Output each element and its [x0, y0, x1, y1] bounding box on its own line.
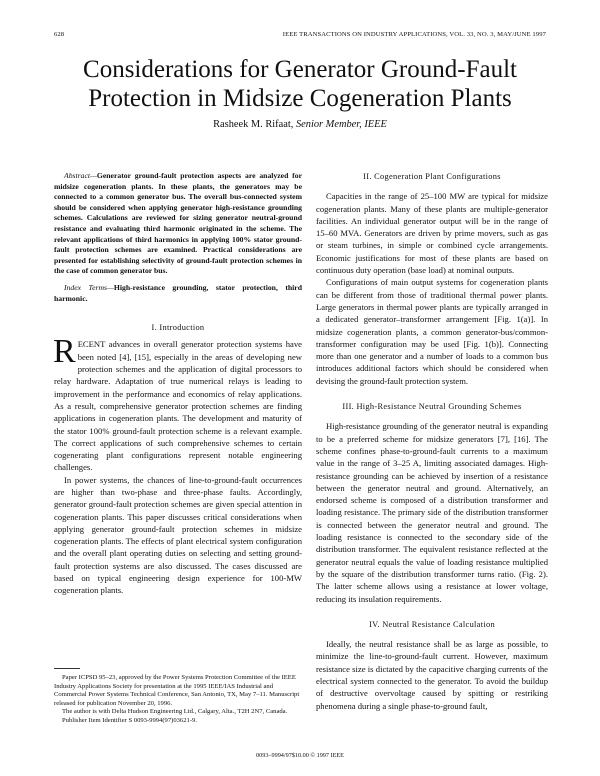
- section-4-paragraph-1: Ideally, the neutral resistance shall be as large as possible, to minimize the line-to-ground-fault current. However, maximum resistance size is dictated by the capacitive charging currents of the electrical system connected to the generator. To avoid the buildup of destructive overvoltage caused by spitting or restriking phenomena during a single phase-to-ground fault,: [316, 639, 548, 711]
- footnote-rule: [54, 668, 80, 669]
- author-name: Rasheek M. Rifaat,: [213, 119, 294, 130]
- index-terms-label: Index Terms—: [64, 282, 114, 292]
- abstract: [54, 171, 302, 277]
- section-1-text-1: ECENT advances in overall generator protection systems have been noted [4], [15], especially in the areas of developing new protection schemes and the application of digital processors to relay hardware. Adaptation of true numerical relays is leading to improvement in the performance and economics of relay applications. As a result, comprehensive generator protection schemes are finding applications in cogeneration plants. The development and maturity of the stator 100% ground-fault protection scheme is a relevant example. The correct applications of such comprehensive schemes to certain cogenerating plant configurations represent notable engineering challenges.: [54, 339, 302, 473]
- paper-title: [0, 55, 600, 113]
- left-column: [54, 171, 302, 597]
- section-3-heading: III. High-Resistance Neutral Grounding Schemes: [342, 402, 522, 412]
- section-1-heading: I. Introduction: [151, 323, 205, 333]
- abstract-label: Abstract—: [64, 171, 97, 180]
- section-1-paragraph-1: [53, 333, 302, 473]
- section-2-heading: II. Cogeneration Plant Configurations: [363, 172, 501, 181]
- section-3-paragraph-1: High-resistance grounding of the generator neutral is expanding to be a preferred scheme for midsize generators [7], [16]. The scheme confines phase-to-ground-fault currents to a maximum value in the range of 3–25 A, limiting associated damages. High-resistance grounding can be achieved by insertion of a resistance between the generator neutral and ground. Alternatively, an endorsed scheme is composed of a distribution transformer and loading resistance. The primary side of the distribution transformer is connected between the generator neutral and ground. The loading resistance is connected to the secondary side of the distribution transformer. The equivalent resistance reflected at the generator neutral equals the value of loading resistance multiplied by the square of the distribution transformer turns ratio. (Fig. 2). The latter scheme allows using a resistance at lower voltage, reducing its insulation requirements.: [316, 421, 548, 604]
- abstract-text: Generator ground-fault protection aspects are analyzed for midsize cogeneration plants. In these plants, the generators may be connected to a common generator bus. The overall bus-connected system should be considered when applying generator high-resistance grounding schemes. Calculations are reviewed for sizing generator neutral-ground resistance and evaluating third harmonic originated in the scheme. The relevant applications of third harmonics in applying 100% stator ground-fault protection schemes are examined. Practical considerations are presented for establishing selectivity of ground-fault protection schemes in the case of common generator bus.: [54, 171, 302, 276]
- footnote-2: The author is with Delta Hudson Engineering Ltd., Calgary, Alta., T2H 2N7, Canada.: [62, 708, 288, 716]
- section-2-paragraph-2: Configurations of main output systems for cogeneration plants can be different from those of traditional thermal power plants. Large generators in thermal power plants are typically arranged in a dedicated generator–transformer arrangement [Fig. 1(a)]. In midsize cogeneration plants, a common generator-bus/common-transformer configuration may be used [Fig. 1(b)]. Connecting more than one generator and a number of loads to a common bus introduces additional factors which should be considered when devising the ground-fault protection system.: [316, 277, 548, 386]
- section-1-paragraph-2: In power systems, the chances of line-to-ground-fault occurrences are higher than two-phase and three-phase faults. Accordingly, generator ground-fault protection schemes are given special attention in cogeneration plants. This paper discusses critical considerations when applying generator ground-fault protection schemes in midsize cogeneration plants. The effects of plant electrical system configuration and the overall plant operating duties on selecting and setting ground-fault protection systems are also discussed. The cases discussed are based on typical engineering design experience for 100-MW cogeneration plants.: [54, 474, 302, 596]
- index-terms: [54, 283, 302, 304]
- page-number: 628: [54, 31, 65, 38]
- journal-header: IEEE TRANSACTIONS ON INDUSTRY APPLICATIONS, VOL. 33, NO. 3, MAY/JUNE 1997: [282, 31, 546, 38]
- drop-cap: R: [53, 333, 76, 371]
- author-line: [0, 119, 600, 130]
- section-4-heading: IV. Neutral Resistance Calculation: [369, 619, 495, 629]
- footnotes: [54, 674, 302, 726]
- copyright-footer: 0093–9994/97$10.00 © 1997 IEEE: [256, 752, 344, 759]
- title-line-1: Considerations for Generator Ground-Fault: [83, 56, 517, 83]
- index-terms-text: High-resistance grounding, stator protection, third harmonic.: [54, 282, 302, 303]
- footnote-1: Paper ICPSD 95–23, approved by the Power Systems Protection Committee of the IEEE Industry Applications Society for presentation at the 1995 IEEE/IAS Industrial and Commercial Power Systems Technical Conference, San Antonio, TX, May 7–11. Manuscript released for publication November 20, 1996.: [54, 674, 300, 707]
- author-role: Senior Member, IEEE: [295, 119, 387, 130]
- section-2-paragraph-1: Capacities in the range of 25–100 MW are typical for midsize cogeneration plants. Many of these plants are multiple-generator facilities. An individual generator output will be in the range of 15–60 MVA. Generators are driven by prime movers, such as gas or steam turbines, in simple or combined cycle arrangements. Economic justifications for most of these plants are based on continuous duty operation (base load) at nominal outputs.: [316, 191, 548, 276]
- footnote-3: Publisher Item Identifier S 0093-9994(97)03621-9.: [62, 716, 197, 724]
- title-line-2: Protection in Midsize Cogeneration Plants: [88, 85, 512, 112]
- right-column: [316, 171, 548, 712]
